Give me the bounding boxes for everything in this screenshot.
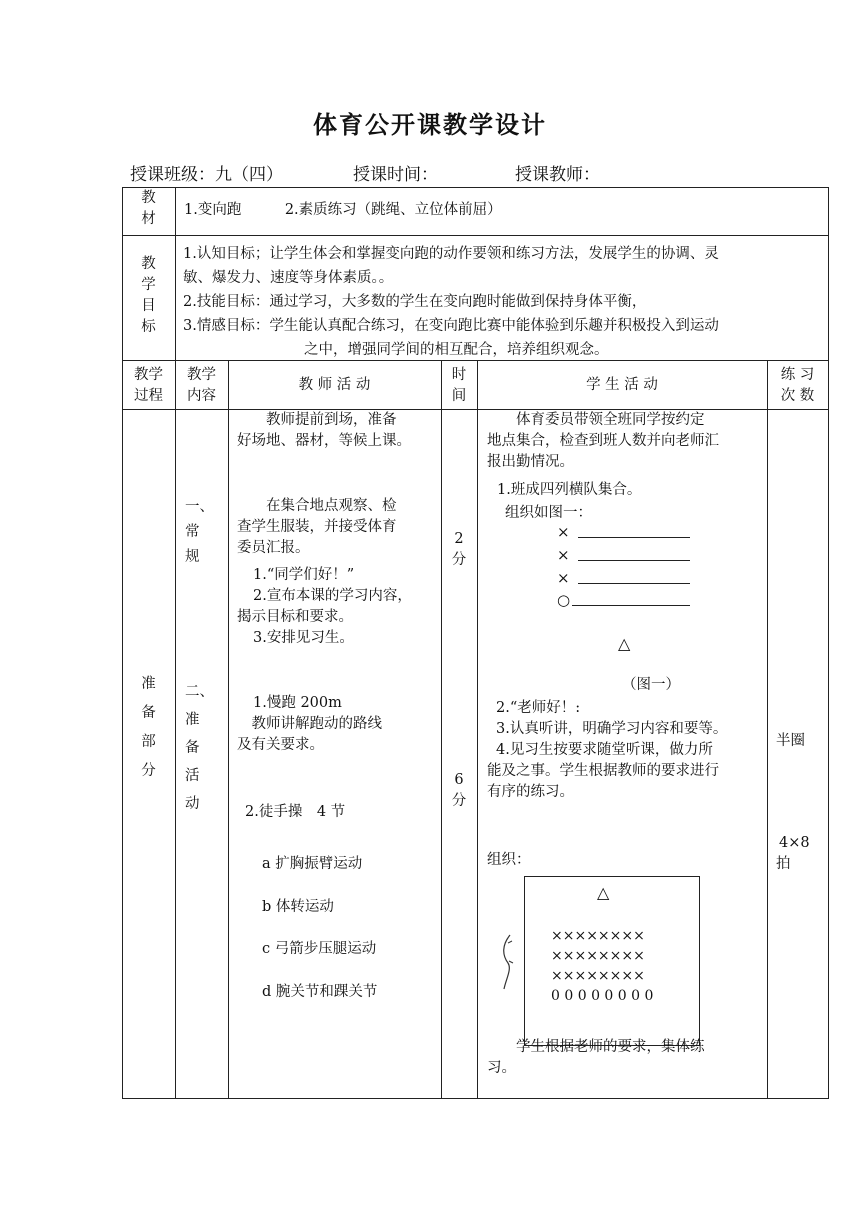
teacher-run-line: 1.慢跑 200m	[253, 695, 342, 711]
figure-caption: （图一）	[622, 677, 680, 693]
exercise-item: a 扩胸振臂运动	[262, 856, 363, 872]
goals-header-char: 教	[141, 256, 156, 272]
time-label: 授课时间：	[353, 165, 438, 185]
time-a-line: 2	[454, 531, 464, 547]
col-content-line: 教学	[187, 367, 216, 383]
reps-b-line: 4×8	[779, 835, 810, 851]
student-item: 有序的练习。	[487, 784, 574, 800]
teacher-run	[237, 693, 382, 756]
col-time-line: 时	[451, 367, 467, 383]
col-reps-line: 练 习	[780, 367, 815, 383]
section-process	[122, 670, 175, 786]
teacher-run-line: 教师讲解跑动的路线	[237, 716, 382, 732]
section-process-char: 分	[141, 763, 156, 779]
grid-row: ××××××××	[551, 928, 645, 944]
page-title: 体育公开课教学设计	[313, 110, 547, 139]
student-item: 2.“老师好！:	[496, 700, 581, 716]
teacher-line: 教师提前到场，准备	[237, 412, 397, 428]
materials-header	[122, 188, 175, 230]
goals-header-char: 目	[141, 298, 156, 314]
teacher-exercise-title: 2.徒手操 4 节	[245, 804, 346, 820]
section-process-char: 备	[141, 705, 156, 721]
content-warmup-line: 备	[185, 740, 200, 756]
formation-line	[572, 605, 690, 606]
content-routine-line: 常	[185, 524, 200, 540]
goals-content	[183, 242, 823, 362]
formation-line	[578, 560, 690, 561]
time-b-line: 分	[451, 793, 467, 809]
materials-header-char: 材	[141, 211, 156, 227]
student-item: 3.认真听讲，明确学习内容和要等。	[496, 721, 728, 737]
exercise-item: b 体转运动	[262, 898, 334, 915]
formation-line	[578, 583, 690, 584]
col-process	[122, 365, 175, 407]
teacher-line: 好场地、器材，等候上课。	[237, 433, 411, 449]
formation-mark: ○	[557, 591, 571, 609]
formation-line	[578, 537, 690, 538]
time-a	[441, 529, 477, 571]
formation-grid	[551, 926, 653, 1006]
teacher-line: 查学生服装，并接受体育	[237, 519, 397, 535]
formation-mark: ×	[557, 569, 570, 587]
formation-mark: ×	[557, 546, 570, 564]
goal-line: 2.技能目标：通过学习，大多数的学生在变向跑时能做到保持身体平衡，	[183, 294, 647, 310]
student-tail-line: 习。	[487, 1060, 516, 1076]
student-line: 报出勤情况。	[487, 454, 574, 470]
content-warmup-line: 动	[185, 796, 200, 812]
teacher-p1	[237, 410, 411, 452]
materials-header-char: 教	[141, 190, 156, 206]
col-process-line: 教学	[134, 367, 163, 383]
goal-line: 敏、爆发力、速度等身体素质。。	[183, 270, 394, 286]
student-item: 能及之事。学生根据教师的要求进行	[487, 763, 719, 779]
teacher-p2	[237, 496, 397, 559]
content-warmup-line: 二、	[185, 684, 214, 700]
teacher-line: 在集合地点观察、检	[237, 498, 397, 514]
teacher-item: 揭示目标和要求。	[237, 609, 353, 625]
goals-header-char: 标	[141, 319, 156, 335]
content-warmup	[185, 678, 214, 818]
goal-line: 之中，增强同学间的相互配合，培养组织观念。	[304, 342, 609, 358]
materials-content: 1.变向跑 2.素质练习（跳绳、立位体前屈）	[184, 202, 502, 218]
teacher-label: 授课教师：	[515, 165, 600, 185]
student-items	[487, 698, 765, 803]
goal-line: 3.情感目标：学生能认真配合练习，在变向跑比赛中能体验到乐趣并积极投入到运动	[183, 318, 719, 334]
grid-row: ××××××××	[551, 948, 645, 964]
formation-mark: ×	[557, 523, 570, 541]
content-routine-line: 一、	[185, 499, 214, 515]
col-teacher: 教 师 活 动	[298, 377, 371, 393]
goals-header	[122, 254, 175, 338]
student-org1: 组织如图一：	[505, 505, 592, 521]
col-content-line: 内容	[187, 388, 216, 404]
student-tail	[487, 1037, 765, 1079]
time-b	[441, 770, 477, 812]
student-item: 4.见习生按要求随堂听课，做力所	[496, 742, 713, 758]
teacher-position-mark: △	[618, 634, 631, 653]
curve-arrow-icon	[500, 933, 516, 993]
teacher-items	[237, 565, 441, 649]
grid-row: 0 0 0 0 0 0 0 0	[551, 988, 654, 1004]
teacher-item: 2.宣布本课的学习内容，	[253, 588, 412, 604]
col-reps	[767, 365, 828, 407]
reps-a: 半圈	[776, 733, 805, 749]
col-process-line: 过程	[134, 388, 163, 404]
teacher-run-line: 及有关要求。	[237, 737, 324, 753]
reps-b	[776, 833, 810, 875]
goals-header-char: 学	[141, 277, 156, 293]
student-line: 地点集合，检查到班人数并向老师汇	[487, 433, 719, 449]
grid-teacher-mark: △	[597, 883, 610, 902]
content-routine	[185, 495, 214, 570]
content-routine-line: 规	[185, 549, 200, 565]
goal-line: 1.认知目标；让学生体会和掌握变向跑的动作要领和练习方法，发展学生的协调、灵	[183, 246, 719, 262]
section-process-char: 部	[141, 734, 156, 750]
teacher-item: 3.安排见习生。	[253, 630, 354, 646]
col-time	[441, 365, 477, 407]
teacher-exercises	[262, 843, 377, 1013]
content-warmup-line: 活	[185, 768, 200, 784]
reps-b-line: 拍	[776, 856, 791, 872]
student-org2: 组织：	[487, 852, 531, 868]
exercise-item: c 弓箭步压腿运动	[262, 941, 377, 957]
student-line: 体育委员带领全班同学按约定	[487, 412, 705, 428]
content-warmup-line: 准	[185, 712, 200, 728]
student-item1: 1.班成四列横队集合。	[497, 482, 642, 498]
grid-row: ××××××××	[551, 968, 645, 984]
col-time-line: 间	[451, 388, 467, 404]
time-b-line: 6	[454, 772, 464, 788]
student-tail-line: 学生根据老师的要求，集体练	[487, 1039, 705, 1055]
section-process-char: 准	[141, 676, 156, 692]
class-label: 授课班级：九（四）	[130, 165, 283, 185]
student-p1	[487, 410, 765, 473]
col-content	[175, 365, 228, 407]
col-reps-line: 次 数	[780, 388, 815, 404]
col-student: 学 生 活 动	[586, 377, 658, 393]
time-a-line: 分	[451, 552, 467, 568]
exercise-item: d 腕关节和踝关节	[262, 983, 378, 1000]
teacher-item: 1.“同学们好！”	[253, 567, 355, 583]
teacher-line: 委员汇报。	[237, 540, 310, 556]
